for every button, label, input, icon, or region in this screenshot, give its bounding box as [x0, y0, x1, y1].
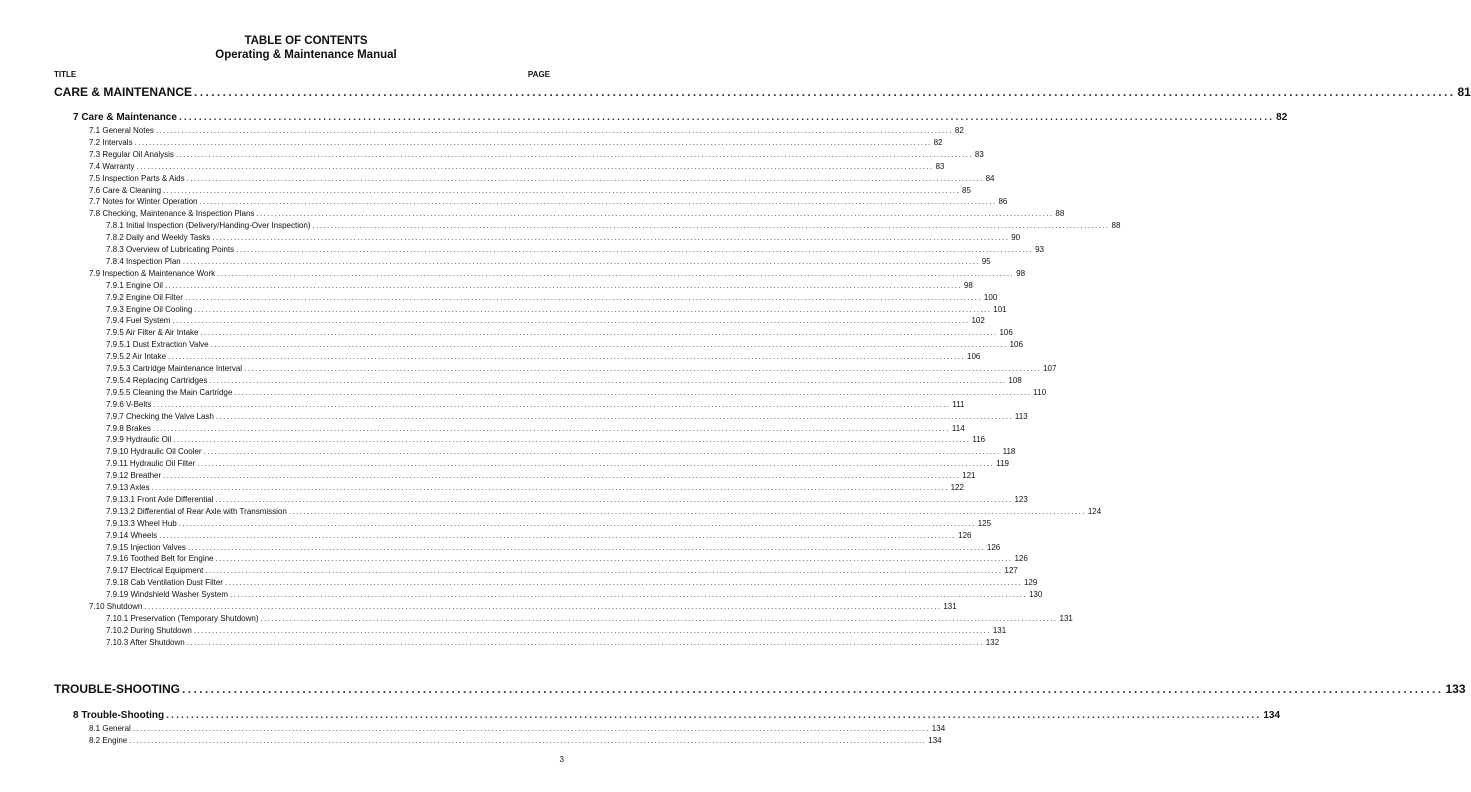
title-column-header: TITLE — [54, 70, 77, 79]
toc-entry-title: 8 Trouble-Shooting — [73, 710, 165, 721]
toc-entry[interactable] — [106, 328, 1013, 340]
dot-leader: ............................................................................................................................................................................................................................ — [144, 602, 942, 611]
toc-entry-page: 131 — [943, 602, 957, 611]
dot-leader: ............................................................................................................................................................................................................................ — [215, 554, 1013, 564]
toc-entry[interactable] — [106, 221, 1121, 233]
toc-entry-page: 82 — [954, 126, 964, 135]
toc-entry-page: 81 — [1457, 85, 1471, 99]
toc-entry[interactable] — [106, 566, 1018, 578]
toc-entry-page: 110 — [1033, 387, 1047, 397]
toc-entry-title: 7.8.3 Overview of Lubricating Points — [106, 245, 235, 254]
dot-leader: ............................................................................................................................................................................................................................ — [132, 724, 930, 733]
toc-entry[interactable] — [106, 435, 986, 447]
dot-leader: ............................................................................................................................................................................................................................ — [194, 85, 1456, 99]
toc-entry-title: 7.7 Notes for Winter Operation — [89, 197, 198, 207]
toc-entry[interactable] — [106, 530, 972, 543]
toc-entry[interactable] — [54, 85, 1471, 99]
manual-subtitle: Operating & Maintenance Manual — [215, 49, 397, 61]
dot-leader: ............................................................................................................................................................................................................................ — [203, 447, 1001, 457]
dot-leader: ............................................................................................................................................................................................................................ — [194, 304, 992, 314]
toc-entry[interactable] — [106, 459, 1009, 471]
toc-entry-title: 7.8.4 Inspection Plan — [106, 256, 181, 266]
toc-entry[interactable] — [106, 637, 1000, 650]
toc-entry-page: 116 — [972, 435, 986, 445]
dot-leader: ............................................................................................................................................................................................................................ — [153, 399, 951, 409]
toc-entry[interactable] — [106, 304, 1007, 317]
toc-entry-title: 7.10.3 After Shutdown — [106, 637, 185, 647]
dot-leader: ............................................................................................................................................................................................................................ — [234, 387, 1032, 397]
toc-entry-title: 7.1 General Notes — [89, 126, 154, 135]
page-column-header: PAGE — [527, 70, 550, 79]
toc-entry-title: 8.1 General — [89, 724, 131, 733]
toc-entry-page: 100 — [983, 292, 998, 302]
toc-entry[interactable] — [89, 736, 942, 748]
toc-entry-page: 106 — [1009, 340, 1023, 350]
toc-entry[interactable] — [106, 280, 973, 293]
dot-leader: ............................................................................................................................................................................................................................ — [215, 494, 1013, 504]
toc-entry-page: 122 — [950, 483, 964, 492]
toc-title: TABLE OF CONTENTS — [244, 35, 368, 47]
toc-entry-page: 126 — [958, 530, 972, 540]
toc-entry-page: 85 — [962, 185, 971, 195]
toc-entry-page: 106 — [999, 328, 1013, 338]
dot-leader: ............................................................................................................................................................................................................................ — [193, 625, 991, 635]
dot-leader: ............................................................................................................................................................................................................................ — [164, 280, 962, 290]
toc-entry[interactable] — [106, 506, 1102, 519]
toc-entry-page: 83 — [974, 149, 984, 159]
toc-entry-title: 7.9.18 Cab Ventilation Dust Filter — [106, 578, 223, 588]
dot-leader: ............................................................................................................................................................................................................................ — [178, 112, 1275, 123]
toc-entry-title: 7.9.17 Electrical Equipment — [106, 566, 204, 576]
toc-entry-title: CARE & MAINTENANCE — [54, 85, 192, 99]
toc-entry-title: TROUBLE-SHOOTING — [54, 682, 180, 696]
toc-entry-page: 106 — [967, 352, 981, 362]
toc-entry-page: 134 — [928, 736, 942, 745]
toc-entry[interactable] — [89, 197, 1008, 209]
toc-entry-page: 88 — [1111, 221, 1121, 231]
toc-entry-title: 7.9.13.2 Differential of Rear Axle with Transmission — [106, 506, 287, 516]
toc-entry-title: 7.9.9 Hydraulic Oil — [106, 435, 172, 445]
toc-entry-page: 111 — [952, 399, 965, 409]
dot-leader: ............................................................................................................................................................................................................................ — [163, 185, 961, 195]
toc-entry[interactable] — [89, 724, 946, 736]
toc-entry-page: 102 — [971, 316, 985, 326]
dot-leader: ............................................................................................................................................................................................................................ — [212, 233, 1010, 243]
dot-leader: ............................................................................................................................................................................................................................ — [260, 613, 1058, 623]
dot-leader: ............................................................................................................................................................................................................................ — [217, 268, 1015, 278]
toc-entry[interactable] — [106, 352, 981, 364]
toc-entry-title: 7.4 Warranty — [89, 161, 135, 171]
toc-entry[interactable] — [106, 292, 998, 305]
dot-leader: ............................................................................................................................................................................................................................ — [129, 736, 927, 745]
dot-leader: ............................................................................................................................................................................................................................ — [182, 682, 1444, 696]
toc-entry-page: 131 — [1059, 613, 1073, 623]
dot-leader: ............................................................................................................................................................................................................................ — [215, 411, 1013, 421]
toc-entry-page: 129 — [1023, 578, 1038, 588]
toc-entry-title: 7.9.14 Wheels — [106, 530, 158, 540]
toc-entry[interactable] — [106, 613, 1073, 626]
toc-entry-title: 7.10.1 Preservation (Temporary Shutdown) — [106, 613, 259, 623]
toc-entry[interactable] — [106, 518, 992, 531]
dot-leader: ............................................................................................................................................................................................................................ — [210, 340, 1008, 350]
toc-entry-title: 7.9.12 Breather — [106, 471, 162, 481]
dot-leader: ............................................................................................................................................................................................................................ — [173, 435, 971, 445]
dot-leader: ............................................................................................................................................................................................................................ — [312, 221, 1110, 231]
toc-entry[interactable] — [106, 233, 1021, 245]
dot-leader: ............................................................................................................................................................................................................................ — [200, 328, 998, 338]
dot-leader: ............................................................................................................................................................................................................................ — [166, 710, 1262, 721]
toc-entry-page: 118 — [1002, 447, 1016, 457]
toc-entry-page: 126 — [986, 542, 1001, 552]
toc-entry-title: 7.9.5.4 Replacing Cartridges — [106, 375, 208, 385]
toc-entry-page: 93 — [1035, 245, 1044, 254]
toc-entry-page: 126 — [1014, 554, 1028, 564]
toc-entry-title: 7.9.7 Checking the Valve Lash — [106, 411, 214, 421]
toc-entry-title: 7.9.6 V-Belts — [106, 399, 152, 409]
toc-entry-page: 127 — [1004, 566, 1018, 576]
toc-entry-title: 7.9.5.3 Cartridge Maintenance Interval — [106, 364, 243, 373]
toc-entry-page: 134 — [931, 724, 946, 733]
dot-leader: ............................................................................................................................................................................................................................ — [151, 483, 949, 492]
toc-entry-page: 130 — [1028, 590, 1043, 600]
dot-leader: ............................................................................................................................................................................................................................ — [136, 161, 934, 171]
toc-entry-title: 7.9.8 Brakes — [106, 423, 151, 433]
dot-leader: ............................................................................................................................................................................................................................ — [186, 637, 984, 647]
dot-leader: ............................................................................................................................................................................................................................ — [175, 149, 973, 159]
toc-entry-page: 84 — [985, 173, 995, 183]
toc-entry[interactable] — [89, 209, 1065, 221]
dot-leader: ............................................................................................................................................................................................................................ — [205, 566, 1003, 576]
page-number: 3 — [559, 755, 564, 764]
toc-entry-page: 86 — [998, 197, 1008, 207]
toc-entry-title: 7.9.13 Axles — [106, 483, 150, 492]
toc-entry[interactable] — [73, 112, 1288, 124]
dot-leader: ............................................................................................................................................................................................................................ — [197, 459, 995, 469]
toc-entry-page: 98 — [963, 280, 973, 290]
toc-entry[interactable] — [106, 590, 1043, 602]
toc-entry-page: 101 — [993, 304, 1007, 314]
toc-entry[interactable] — [89, 149, 984, 162]
toc-entry-page: 133 — [1445, 682, 1466, 696]
toc-entry-title: 7.9.10 Hydraulic Oil Cooler — [106, 447, 202, 457]
toc-entry-title: 7.9.13.3 Wheel Hub — [106, 518, 177, 528]
toc-entry[interactable] — [106, 625, 1007, 638]
dot-leader: ............................................................................................................................................................................................................................ — [224, 578, 1022, 588]
dot-leader: ............................................................................................................................................................................................................................ — [159, 530, 957, 540]
dot-leader: ............................................................................................................................................................................................................................ — [182, 256, 980, 266]
toc-entry-title: 7.3 Regular Oil Analysis — [89, 149, 174, 159]
toc-entry-page: 123 — [1014, 494, 1028, 504]
dot-leader: ............................................................................................................................................................................................................................ — [178, 518, 976, 528]
toc-entry-title: 7.9.19 Windshield Washer System — [106, 590, 228, 600]
toc-entry-page: 82 — [1276, 112, 1288, 123]
toc-entry-page: 134 — [1263, 710, 1281, 721]
toc-entry-title: 7.9.11 Hydraulic Oil Filter — [106, 459, 196, 469]
toc-entry[interactable] — [106, 245, 1044, 257]
toc-entry[interactable] — [106, 256, 991, 269]
toc-entry[interactable] — [106, 483, 964, 495]
toc-entry-title: 7.9.5.2 Air Intake — [106, 352, 167, 362]
dot-leader: ............................................................................................................................................................................................................................ — [244, 364, 1042, 373]
toc-entry-page: 98 — [1016, 268, 1026, 278]
toc-entry-page: 132 — [985, 637, 1000, 647]
toc-entry[interactable] — [89, 126, 964, 138]
toc-entry[interactable] — [54, 682, 1466, 696]
toc-entry-title: 7.9.5.5 Cleaning the Main Cartridge — [106, 387, 233, 397]
toc-entry-page: 125 — [977, 518, 992, 528]
toc-entry[interactable] — [106, 387, 1047, 400]
toc-entry-page: 83 — [935, 161, 945, 171]
toc-entry[interactable] — [89, 173, 995, 186]
toc-entry[interactable] — [106, 554, 1028, 566]
toc-entry[interactable] — [106, 340, 1023, 352]
toc-entry-page: 82 — [933, 137, 943, 147]
toc-entry-page: 90 — [1011, 233, 1021, 243]
dot-leader: ............................................................................................................................................................................................................................ — [172, 316, 970, 326]
toc-entry-title: 7.9.13.1 Front Axle Differential — [106, 494, 214, 504]
toc-entry-page: 114 — [951, 423, 965, 433]
dot-leader: ............................................................................................................................................................................................................................ — [186, 173, 984, 183]
toc-entry-title: 7.8 Checking, Maintenance & Inspection Plans — [89, 209, 255, 219]
toc-entry[interactable] — [73, 710, 1281, 722]
toc-entry[interactable] — [106, 542, 1001, 555]
toc-entry-page: 108 — [1008, 375, 1022, 385]
toc-entry-title: 7.9.16 Toothed Belt for Engine — [106, 554, 214, 564]
dot-leader: ............................................................................................................................................................................................................................ — [134, 137, 932, 147]
toc-entry[interactable] — [106, 411, 1028, 424]
dot-leader: ............................................................................................................................................................................................................................ — [187, 542, 985, 552]
toc-entry[interactable] — [89, 185, 971, 198]
dot-leader: ............................................................................................................................................................................................................................ — [155, 126, 953, 135]
dot-leader: ............................................................................................................................................................................................................................ — [184, 292, 982, 302]
toc-entry[interactable] — [106, 447, 1016, 459]
toc-entry-title: 7 Care & Maintenance — [73, 112, 177, 123]
toc-entry-title: 8.2 Engine — [89, 736, 128, 745]
toc-entry-page: 124 — [1087, 506, 1102, 516]
toc-entry-title: 7.9.15 Injection Valves — [106, 542, 186, 552]
toc-entry-title: 7.2 Intervals — [89, 137, 133, 147]
toc-entry[interactable] — [89, 137, 943, 150]
toc-entry[interactable] — [106, 578, 1038, 590]
dot-leader: ............................................................................................................................................................................................................................ — [209, 375, 1007, 385]
toc-entry-page: 131 — [992, 625, 1007, 635]
dot-leader: ............................................................................................................................................................................................................................ — [163, 471, 961, 481]
toc-entry-title: 7.8.1 Initial Inspection (Delivery/Handing-Over Inspection) — [106, 221, 311, 231]
dot-leader: ............................................................................................................................................................................................................................ — [152, 423, 950, 433]
dot-leader: ............................................................................................................................................................................................................................ — [236, 245, 1034, 254]
toc-entry[interactable] — [106, 375, 1022, 388]
toc-entry-page: 107 — [1043, 364, 1057, 373]
toc-entry-title: 7.9.5 Air Filter & Air Intake — [106, 328, 199, 338]
toc-entry[interactable] — [106, 471, 976, 483]
toc-entry-title: 7.9.1 Engine Oil — [106, 280, 163, 290]
toc-entry[interactable] — [106, 364, 1057, 376]
toc-entry[interactable] — [106, 399, 965, 412]
dot-leader: ............................................................................................................................................................................................................................ — [256, 209, 1054, 219]
toc-entry-title: 7.8.2 Daily and Weekly Tasks — [106, 233, 211, 243]
toc-entry-title: 7.10.2 During Shutdown — [106, 625, 192, 635]
toc-entry-page: 119 — [996, 459, 1009, 469]
toc-entry[interactable] — [106, 423, 965, 436]
toc-entry[interactable] — [89, 161, 945, 174]
toc-entry-title: 7.9.2 Engine Oil Filter — [106, 292, 183, 302]
toc-entry-page: 121 — [962, 471, 976, 481]
dot-leader: ............................................................................................................................................................................................................................ — [229, 590, 1027, 600]
toc-entry-page: 88 — [1055, 209, 1065, 219]
dot-leader: ............................................................................................................................................................................................................................ — [199, 197, 997, 207]
toc-entry-title: 7.9.4 Fuel System — [106, 316, 171, 326]
toc-entry[interactable] — [89, 268, 1026, 281]
toc-entry[interactable] — [89, 602, 957, 614]
toc-entry-title: 7.9.3 Engine Oil Cooling — [106, 304, 193, 314]
toc-entry-title: 7.6 Care & Cleaning — [89, 185, 162, 195]
toc-entry-title: 7.9 Inspection & Maintenance Work — [89, 268, 216, 278]
toc-entry-title: 7.5 Inspection Parts & Aids — [89, 173, 185, 183]
toc-entry-title: 7.10 Shutdown — [89, 602, 143, 611]
toc-entry[interactable] — [106, 316, 985, 328]
toc-entry-title: 7.9.5.1 Dust Extraction Valve — [106, 340, 209, 350]
dot-leader: ............................................................................................................................................................................................................................ — [288, 506, 1086, 516]
toc-entry[interactable] — [106, 494, 1028, 507]
toc-entry-page: 113 — [1014, 411, 1028, 421]
dot-leader: ............................................................................................................................................................................................................................ — [168, 352, 966, 362]
toc-entry-page: 95 — [981, 256, 991, 266]
